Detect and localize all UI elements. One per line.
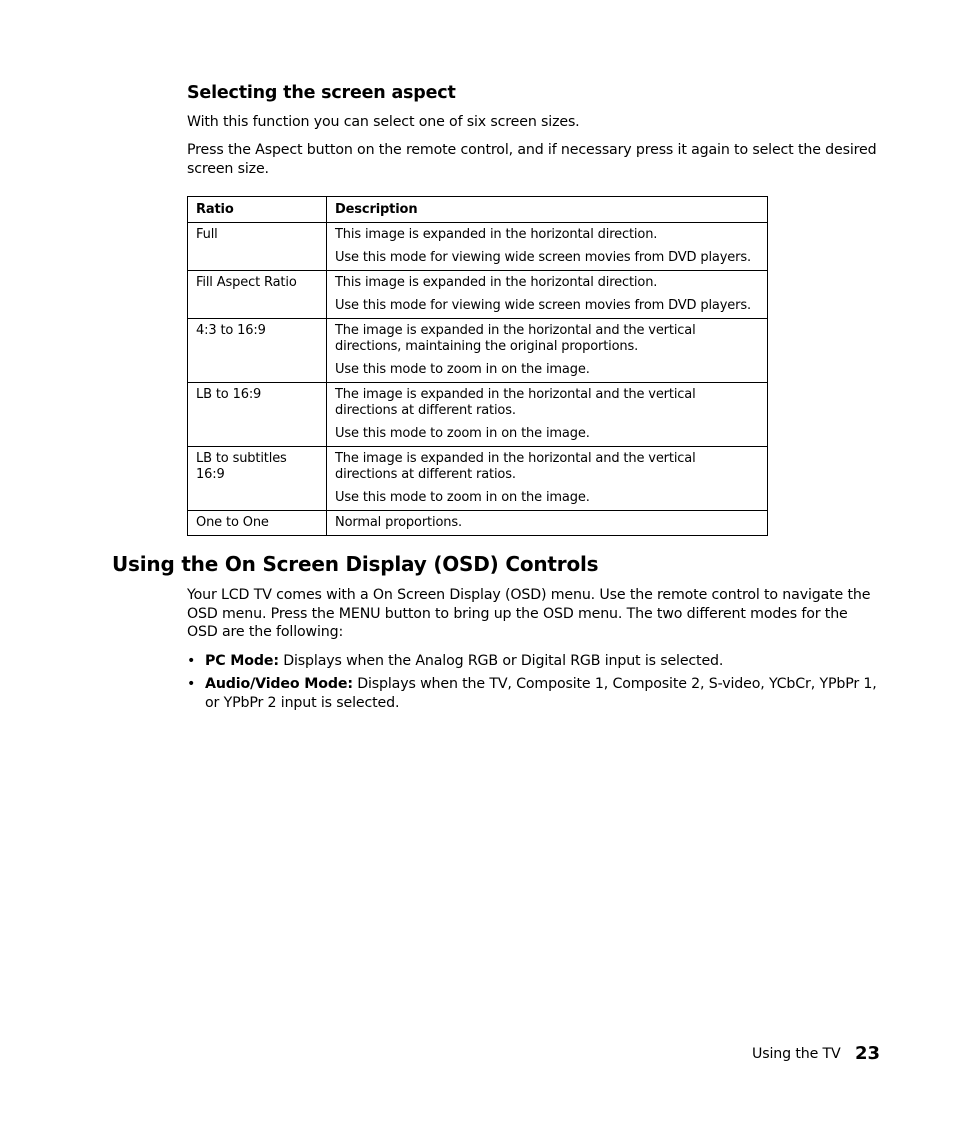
description-line: Use this mode to zoom in on the image. (335, 490, 590, 505)
bullet-text: Displays when the TV, Composite 1, Composite 2, S-video, YCbCr, YPbPr 1, or YPbPr 2 input is selected. (205, 676, 877, 711)
bullet-icon: • (187, 676, 196, 692)
table-row (188, 511, 768, 536)
intro-paragraph: With this function you can select one of six screen sizes. (187, 114, 580, 130)
table-row (188, 223, 768, 271)
ratio-cell: One to One (188, 511, 327, 536)
description-cell (327, 223, 768, 271)
bullet-icon: • (187, 653, 196, 669)
bullet-term: Audio/Video Mode: (205, 676, 353, 692)
table-row (188, 447, 768, 511)
ratio-cell: Full (188, 223, 327, 271)
description-cell (327, 447, 768, 511)
description-line: The image is expanded in the horizontal and the vertical directions, maintaining the original proportions. (335, 323, 696, 354)
description-line: This image is expanded in the horizontal direction. (335, 275, 658, 290)
aspect-ratio-table (187, 196, 768, 536)
description-line: Normal proportions. (335, 515, 462, 530)
list-item (187, 652, 877, 671)
bullet-term: PC Mode: (205, 653, 279, 669)
bullet-text: Displays when the Analog RGB or Digital RGB input is selected. (278, 653, 724, 669)
section-heading-screen-aspect: Selecting the screen aspect (187, 83, 456, 103)
list-item (187, 675, 877, 712)
column-header-description: Description (327, 197, 768, 223)
description-cell (327, 383, 768, 447)
description-line: Use this mode for viewing wide screen movies from DVD players. (335, 298, 751, 313)
ratio-cell: LB to 16:9 (188, 383, 327, 447)
description-cell (327, 511, 768, 536)
ratio-cell: LB to subtitles 16:9 (188, 447, 327, 511)
description-line: Use this mode to zoom in on the image. (335, 362, 590, 377)
ratio-cell: Fill Aspect Ratio (188, 271, 327, 319)
description-line: Use this mode for viewing wide screen movies from DVD players. (335, 250, 751, 265)
footer-chapter-label: Using the TV (752, 1046, 841, 1062)
table-row (188, 271, 768, 319)
description-cell (327, 271, 768, 319)
instruction-paragraph: Press the Aspect button on the remote control, and if necessary press it again to select the desired screen size. (187, 142, 877, 177)
table-header-row (188, 197, 768, 223)
description-cell (327, 319, 768, 383)
description-line: Use this mode to zoom in on the image. (335, 426, 590, 441)
section-heading-osd-controls: Using the On Screen Display (OSD) Controls (112, 552, 599, 576)
table-row (188, 383, 768, 447)
ratio-cell: 4:3 to 16:9 (188, 319, 327, 383)
page-number: 23 (855, 1043, 881, 1064)
column-header-ratio: Ratio (188, 197, 327, 223)
description-line: The image is expanded in the horizontal and the vertical directions at different ratios. (335, 451, 696, 482)
table-row (188, 319, 768, 383)
description-line: The image is expanded in the horizontal and the vertical directions at different ratios. (335, 387, 696, 418)
osd-paragraph: Your LCD TV comes with a On Screen Display (OSD) menu. Use the remote control to navigate the OSD menu. Press the MENU button to bring up the OSD menu. The two different modes for the OSD are the following: (187, 587, 871, 640)
description-line: This image is expanded in the horizontal direction. (335, 227, 658, 242)
